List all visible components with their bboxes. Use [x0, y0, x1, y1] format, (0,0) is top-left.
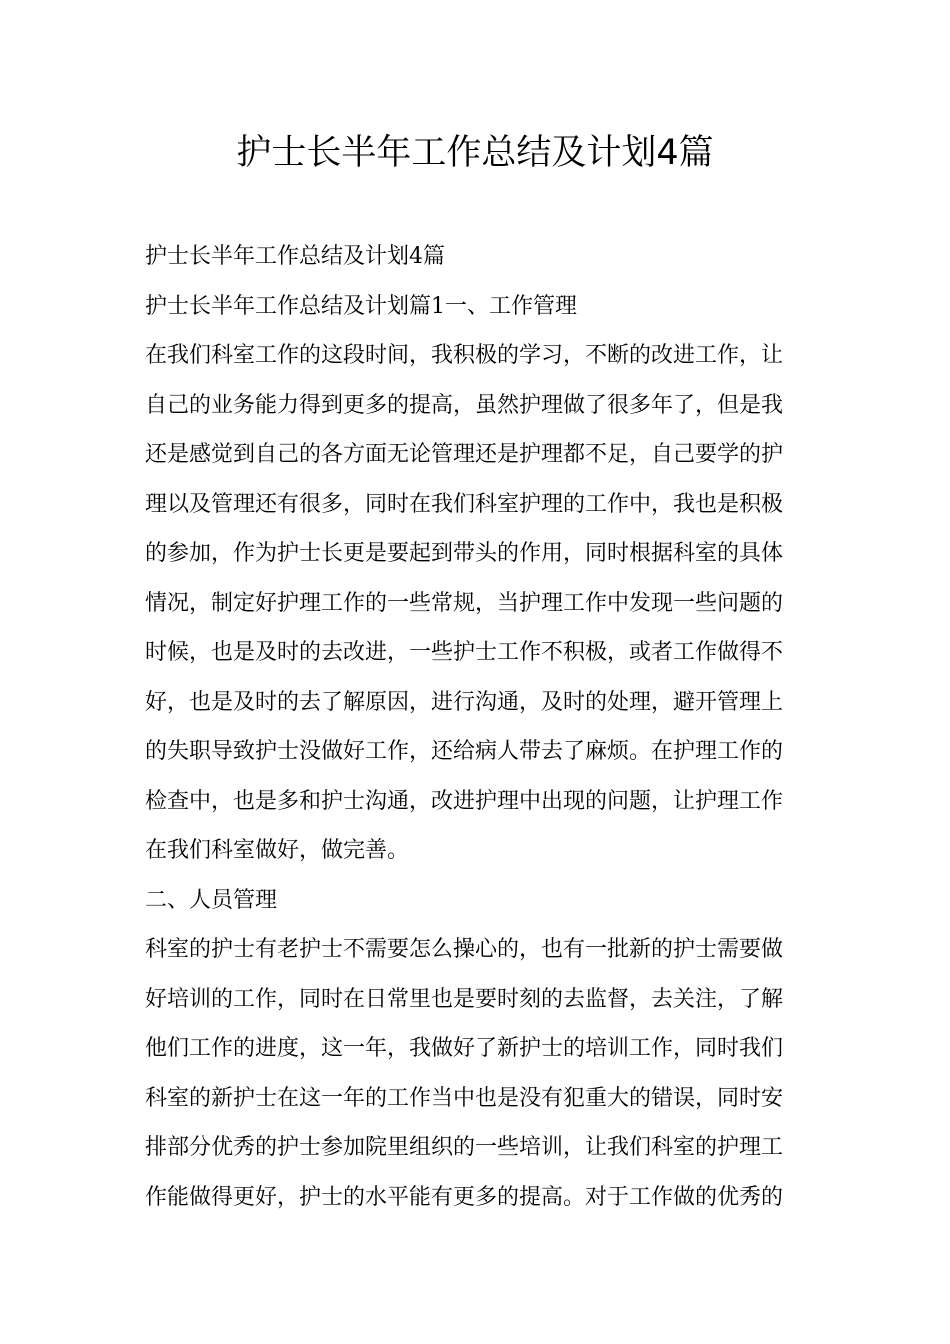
paragraph-line: 他们工作的进度，这一年，我做好了新护士的培训工作，同时我们 [145, 1036, 784, 1061]
paragraph-line: 作能做得更好，护士的水平能有更多的提高。对于工作做的优秀的 [145, 1184, 784, 1210]
paragraph-line: 时候，也是及时的去改进，一些护士工作不积极，或者工作做得不 [145, 640, 784, 665]
document-title: 护士长半年工作总结及计划4篇 [236, 133, 714, 173]
section-heading-1: 护士长半年工作总结及计划篇1一、工作管理 [145, 293, 577, 319]
paragraph-line: 好，也是及时的去了解原因，进行沟通，及时的处理，避开管理上 [145, 689, 784, 715]
document-body [145, 232, 810, 1222]
paragraph-line: 科室的新护士在这一年的工作当中也是没有犯重大的错误，同时安 [145, 1085, 784, 1111]
paragraph-line: 自己的业务能力得到更多的提高，虽然护理做了很多年了，但是我 [145, 392, 784, 418]
paragraph-line: 的参加，作为护士长更是要起到带头的作用，同时根据科室的具体 [145, 541, 784, 566]
paragraph-line: 还是感觉到自己的各方面无论管理还是护理都不足，自己要学的护 [145, 442, 784, 467]
doc-subtitle-line: 护士长半年工作总结及计划4篇 [145, 244, 445, 269]
paragraph-line: 情况，制定好护理工作的一些常规，当护理工作中发现一些问题的 [145, 590, 784, 616]
paragraph-line: 理以及管理还有很多，同时在我们科室护理的工作中，我也是积极 [145, 491, 784, 517]
section-heading-2: 二、人员管理 [145, 887, 278, 913]
paragraph-line: 的失职导致护士没做好工作，还给病人带去了麻烦。在护理工作的 [145, 739, 784, 764]
paragraph-line: 好培训的工作，同时在日常里也是要时刻的去监督，去关注，了解 [145, 986, 784, 1012]
paragraph-line: 在我们科室做好，做完善。 [145, 838, 410, 863]
paragraph-line: 科室的护士有老护士不需要怎么操心的，也有一批新的护士需要做 [145, 937, 784, 962]
paragraph-line: 在我们科室工作的这段时间，我积极的学习，不断的改进工作，让 [145, 343, 784, 368]
paragraph-line: 排部分优秀的护士参加院里组织的一些培训，让我们科室的护理工 [145, 1135, 784, 1160]
paragraph-line: 检查中，也是多和护士沟通，改进护理中出现的问题，让护理工作 [145, 788, 784, 814]
